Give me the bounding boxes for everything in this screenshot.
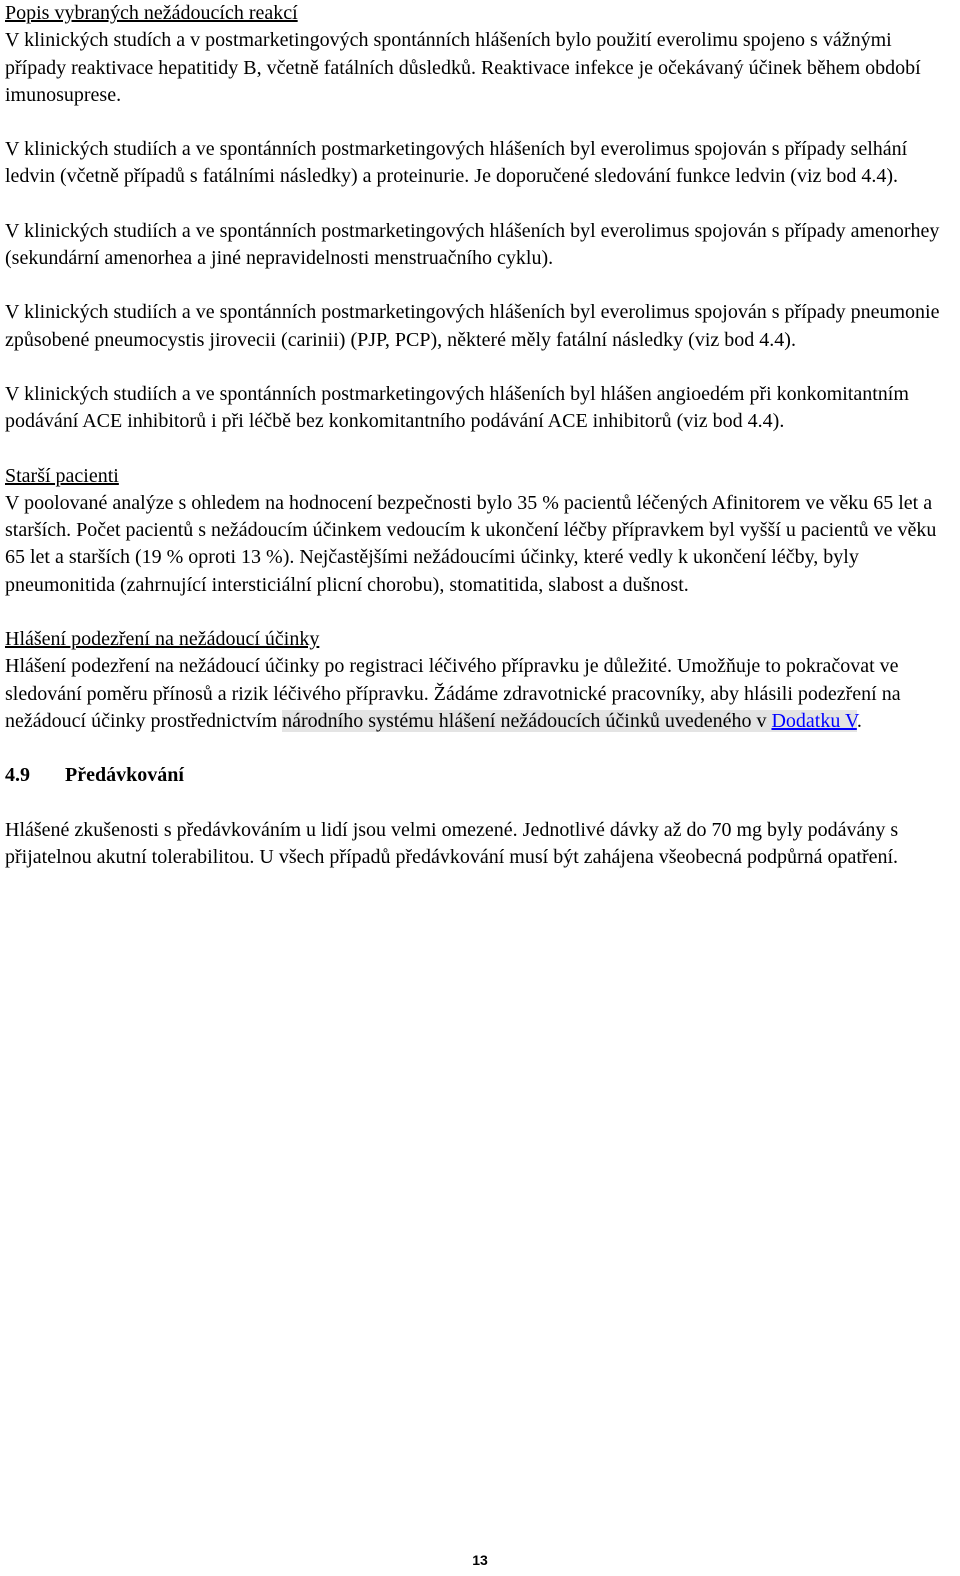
paragraph-pneumocystis: V klinických studiích a ve spontánních postmarketingových hlášeních byl everolimus spojován s případy pneumonie způsobené pneumocystis jirovecii (carinii) (PJP, PCP), některé měly fatální následky (viz bod 4.4).: [5, 301, 940, 351]
section-heading-elderly: Starší pacienti: [5, 464, 119, 487]
reporting-end: .: [856, 709, 862, 732]
paragraph-amenorrhea: V klinických studiích a ve spontánních postmarketingových hlášeních byl everolimus spojován s případy amenorhey (sekundární amenorhea a jiné nepravidelnosti menstruačního cyklu).: [5, 219, 940, 270]
section-heading-reporting: Hlášení podezření na nežádoucí účinky: [5, 628, 320, 651]
section-title: Předávkování: [65, 764, 184, 787]
paragraph-overdose: Hlášené zkušenosti s předávkováním u lidí jsou velmi omezené. Jednotlivé dávky až do 70 mg byly podávány s přijatelnou akutní tolerabilitou. U všech případů předávkování musí být zahájena všeobecná podpůrná opatření.: [5, 818, 899, 868]
section-number: 4.9: [5, 764, 30, 787]
paragraph-hepatitis-b: V klinických studích a v postmarketingových spontánních hlášeních bylo použití everolimu spojeno s vážnými případy reaktivace hepatitidy B, včetně fatálních důsledků. Reaktivace infekce je očekávaný účinek během období imunosuprese.: [5, 29, 921, 106]
paragraph-reporting: [5, 653, 955, 735]
section-heading-overdose: [5, 762, 955, 789]
document-page: [5, 0, 955, 871]
reporting-text: Hlášení podezření na nežádoucí účinky po registraci léčivého přípravku je důležité. Umožňuje to pokračovat ve sledování poměru přínosů a rizik léčivého přípravku. Žádáme zdravotnické pracovníky, aby hlásili podezření na nežádoucí účinky prostřednictvím: [5, 655, 901, 732]
appendix-v-link[interactable]: Dodatku V: [771, 709, 857, 732]
page-number: 13: [472, 1552, 488, 1568]
highlighted-text: [282, 710, 857, 732]
paragraph-renal-failure: V klinických studiích a ve spontánních postmarketingových hlášeních byl everolimus spojován s případy selhání ledvin (včetně případů s fatálními následky) a proteinurie. Je doporučené sledování funkce ledvin (viz bod 4.4).: [5, 138, 908, 188]
reporting-highlight-text: národního systému hlášení nežádoucích účinků uvedeného v: [282, 709, 772, 732]
paragraph-elderly: V poolované analýze s ohledem na hodnocení bezpečnosti bylo 35 % pacientů léčených Afinitorem ve věku 65 let a starších. Počet pacientů s nežádoucím účinkem vedoucím k ukončení léčby přípravkem byl vyšší u pacientů ve věku 65 let a starších (19 % oproti 13 %). Nejčastějšími nežádoucími účinky, které vedly k ukončení léčby, byly pneumonitida (zahrnující intersticiální plicní chorobu), stomatitida, slabost a dušnost.: [5, 491, 937, 596]
section-heading-reactions: Popis vybraných nežádoucích reakcí: [5, 2, 298, 24]
paragraph-angioedema: V klinických studiích a ve spontánních postmarketingových hlášeních byl hlášen angioedém při konkomitantním podávání ACE inhibitorů i při léčbě bez konkomitantního podávání ACE inhibitorů (viz bod 4.4).: [5, 382, 909, 433]
